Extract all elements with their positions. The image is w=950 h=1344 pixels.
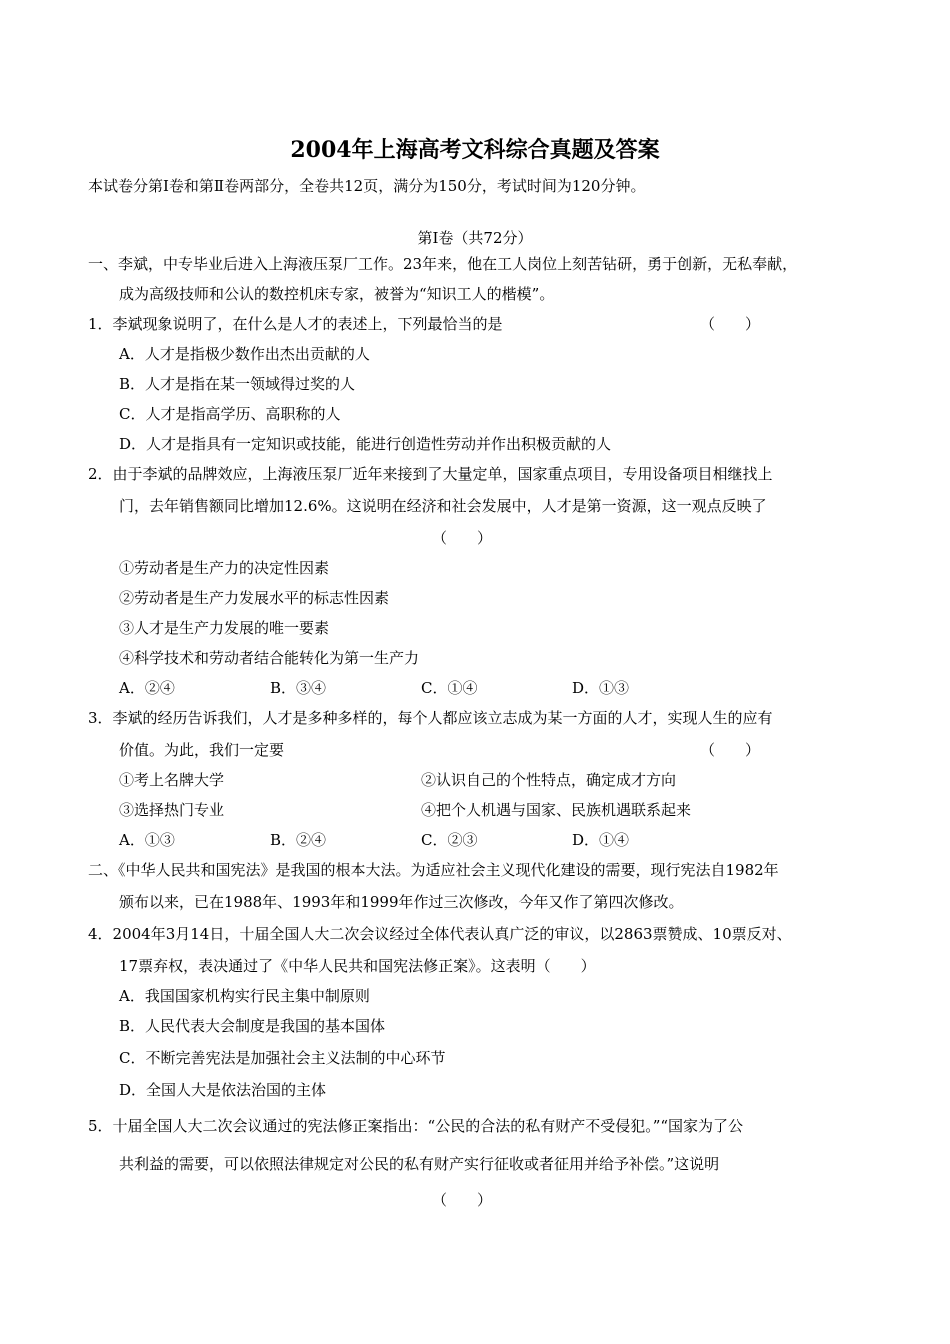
q2-item-4: ④科学技术和劳动者结合能转化为第一生产力	[119, 649, 420, 667]
q1-answer-blank: （ ）	[700, 315, 761, 333]
q2-choice-c: C．①④	[421, 679, 478, 697]
q1-option-d: D．人才是指具有一定知识或技能，能进行创造性劳动并作出积极贡献的人	[119, 435, 612, 453]
q5-answer-blank: （ ）	[432, 1191, 493, 1209]
q1-option-c: C．人才是指高学历、高职称的人	[119, 405, 341, 423]
q2-choice-d: D．①③	[572, 679, 630, 697]
q2-stem-line2: 门，去年销售额同比增加12.6%。这说明在经济和社会发展中，人才是第一资源，这一观点反映了	[119, 497, 767, 515]
q3-stem-line2: 价值。为此，我们一定要	[119, 741, 285, 759]
q3-item-1: ①考上名牌大学	[119, 771, 225, 789]
q3-item-3: ③选择热门专业	[119, 801, 225, 819]
q2-item-3: ③人才是生产力发展的唯一要素	[119, 619, 330, 637]
q1-option-a: A．人才是指极少数作出杰出贡献的人	[119, 345, 370, 363]
section1-line1: 一、李斌，中专毕业后进入上海液压泵厂工作。23年来，他在工人岗位上刻苦钻研，勇于创新，无私奉献，	[88, 255, 798, 273]
q3-item-2: ②认识自己的个性特点，确定成才方向	[421, 771, 677, 789]
q3-stem-line1: 3．李斌的经历告诉我们，人才是多种多样的，每个人都应该立志成为某一方面的人才，实现人生的应有	[88, 709, 773, 727]
q2-answer-blank: （ ）	[432, 529, 493, 547]
document-title: 2004年上海高考文科综合真题及答案	[290, 137, 660, 163]
q1-option-b: B．人才是指在某一领域得过奖的人	[119, 375, 356, 393]
section2-line2: 颁布以来，已在1988年、1993年和1999年作过三次修改，今年又作了第四次修改。	[119, 893, 684, 911]
q5-stem-line1: 5．十届全国人大二次会议通过的宪法修正案指出：“公民的合法的私有财产不受侵犯。”“国家为了公	[88, 1117, 744, 1135]
part1-header: 第Ⅰ卷（共72分）	[417, 229, 533, 247]
section1-line2: 成为高级技师和公认的数控机床专家，被誉为“知识工人的楷模”。	[119, 285, 555, 303]
section2-line1: 二、《中华人民共和国宪法》是我国的根本大法。为适应社会主义现代化建设的需要，现行宪法自1982年	[88, 861, 779, 879]
q2-item-2: ②劳动者是生产力发展水平的标志性因素	[119, 589, 390, 607]
q2-choice-b: B．③④	[270, 679, 327, 697]
exam-intro: 本试卷分第Ⅰ卷和第Ⅱ卷两部分，全卷共12页，满分为150分，考试时间为120分钟。	[88, 177, 646, 195]
q4-option-c: C．不断完善宪法是加强社会主义法制的中心环节	[119, 1049, 446, 1067]
q4-option-b: B．人民代表大会制度是我国的基本国体	[119, 1017, 386, 1035]
q3-choice-a: A．①③	[119, 831, 175, 849]
q2-item-1: ①劳动者是生产力的决定性因素	[119, 559, 330, 577]
q2-choice-a: A．②④	[119, 679, 175, 697]
q2-stem-line1: 2．由于李斌的品牌效应，上海液压泵厂近年来接到了大量定单，国家重点项目，专用设备项目相继找上	[88, 465, 773, 483]
q3-item-4: ④把个人机遇与国家、民族机遇联系起来	[421, 801, 692, 819]
q4-stem-line2: 17票弃权，表决通过了《中华人民共和国宪法修正案》。这表明（ ）	[119, 957, 596, 975]
q3-choice-c: C．②③	[421, 831, 478, 849]
q4-option-d: D．全国人大是依法治国的主体	[119, 1081, 327, 1099]
q3-answer-blank: （ ）	[700, 741, 761, 759]
q4-stem-line1: 4．2004年3月14日，十届全国人大二次会议经过全体代表认真广泛的审议，以2863票赞成、10票反对、	[88, 925, 792, 943]
q1-stem: 1．李斌现象说明了，在什么是人才的表述上，下列最恰当的是	[88, 315, 503, 333]
q4-option-a: A．我国国家机构实行民主集中制原则	[119, 987, 370, 1005]
q3-choice-d: D．①④	[572, 831, 630, 849]
q5-stem-line2: 共利益的需要，可以依照法律规定对公民的私有财产实行征收或者征用并给予补偿。”这说明	[119, 1155, 720, 1173]
q3-choice-b: B．②④	[270, 831, 327, 849]
